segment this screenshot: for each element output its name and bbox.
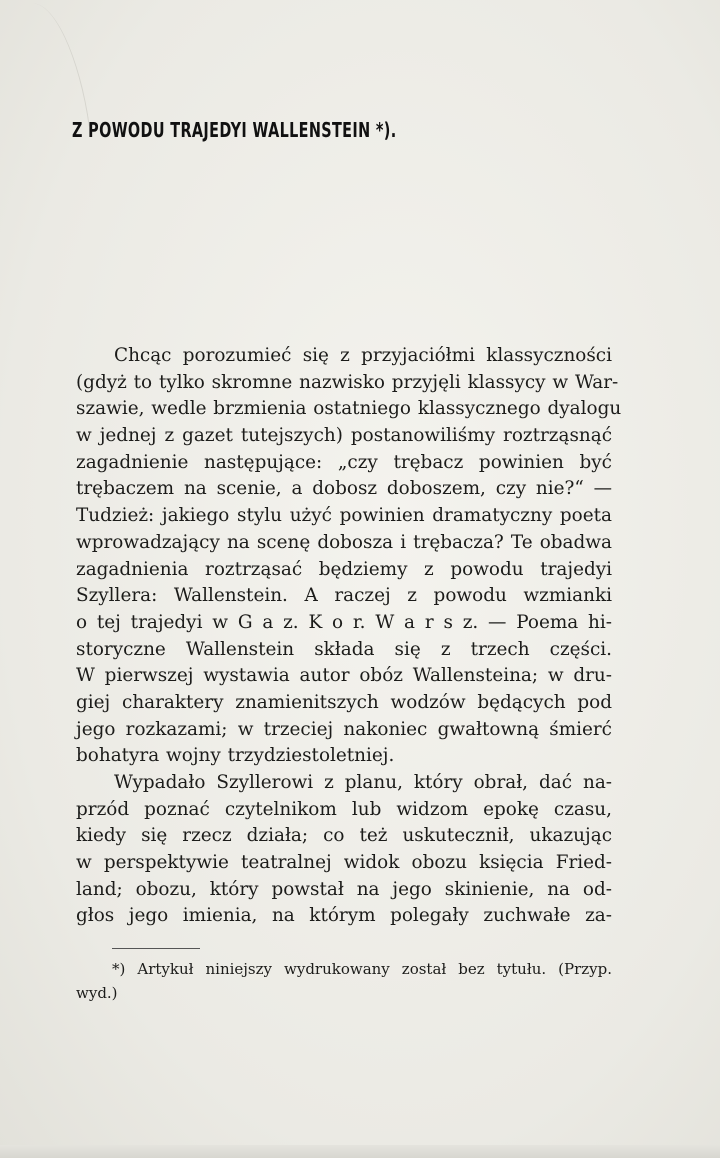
body-line: giej charaktery znamienitszych wodzów będących pod xyxy=(76,691,612,713)
footnote-divider xyxy=(112,948,200,949)
body-line: szawie, wedle brzmienia ostatniego klassycznego dyalogu xyxy=(76,398,622,420)
body-line: zagadnienie następujące: „czy trębacz powinien być xyxy=(76,451,612,473)
article-heading: Z POWODU TRAJEDYI WALLENSTEIN *). xyxy=(72,118,397,142)
footnote xyxy=(76,957,612,1005)
body-line: w jednej z gazet tutejszych) postanowiliśmy roztrząsnąć xyxy=(76,425,612,447)
body-line: jego rozkazami; w trzeciej nakoniec gwałtowną śmierć xyxy=(76,718,612,740)
body-line: o tej trajedyi w G a z. K o r. W a r s z. — Poema hi- xyxy=(76,611,612,633)
body-line: land; obozu, który powstał na jego skinienie, na od- xyxy=(76,878,612,900)
body-line: przód poznać czytelnikom lub widzom epokę czasu, xyxy=(76,798,612,820)
body-line: trębaczem na scenie, a dobosz doboszem, czy nie?“ — xyxy=(76,478,612,500)
body-line: kiedy się rzecz działa; co też uskutecznił, ukazując xyxy=(76,825,612,847)
body-line: W pierwszej wystawia autor obóz Wallensteina; w dru- xyxy=(76,665,612,687)
body-line: Chcąc porozumieć się z przyjaciółmi klassyczności xyxy=(114,345,612,366)
body-line: wprowadzający na scenę dobosza i trębacza? Te obadwa xyxy=(76,531,612,553)
body-line: bohatyra wojny trzydziestoletniej. xyxy=(76,745,395,767)
footnote-line: wyd.) xyxy=(76,984,118,1002)
body-line: Wypadało Szyllerowi z planu, który obrał, dać na- xyxy=(114,772,612,793)
body-line: (gdyż to tylko skromne nazwisko przyjęli klassycy w War- xyxy=(76,371,619,393)
body-line: zagadnienia roztrząsać będziemy z powodu trajedyi xyxy=(76,558,612,580)
body-line: głos jego imienia, na którym polegały zuchwałe za- xyxy=(76,905,612,927)
body-line: Tudzież: jakiego stylu użyć powinien dramatyczny poeta xyxy=(76,505,612,527)
body-line: w perspektywie teatralnej widok obozu księcia Fried- xyxy=(76,852,612,874)
body-line: Szyllera: Wallenstein. A raczej z powodu wzmianki xyxy=(76,585,612,607)
body-line: storyczne Wallenstein składa się z trzech części. xyxy=(76,638,612,660)
page-bottom-edge xyxy=(0,1145,720,1158)
footnote-line: *) Artykuł niniejszy wydrukowany został bez tytułu. (Przyp. xyxy=(112,960,612,978)
page-edge-shadow xyxy=(31,0,90,132)
article-body xyxy=(76,343,622,930)
